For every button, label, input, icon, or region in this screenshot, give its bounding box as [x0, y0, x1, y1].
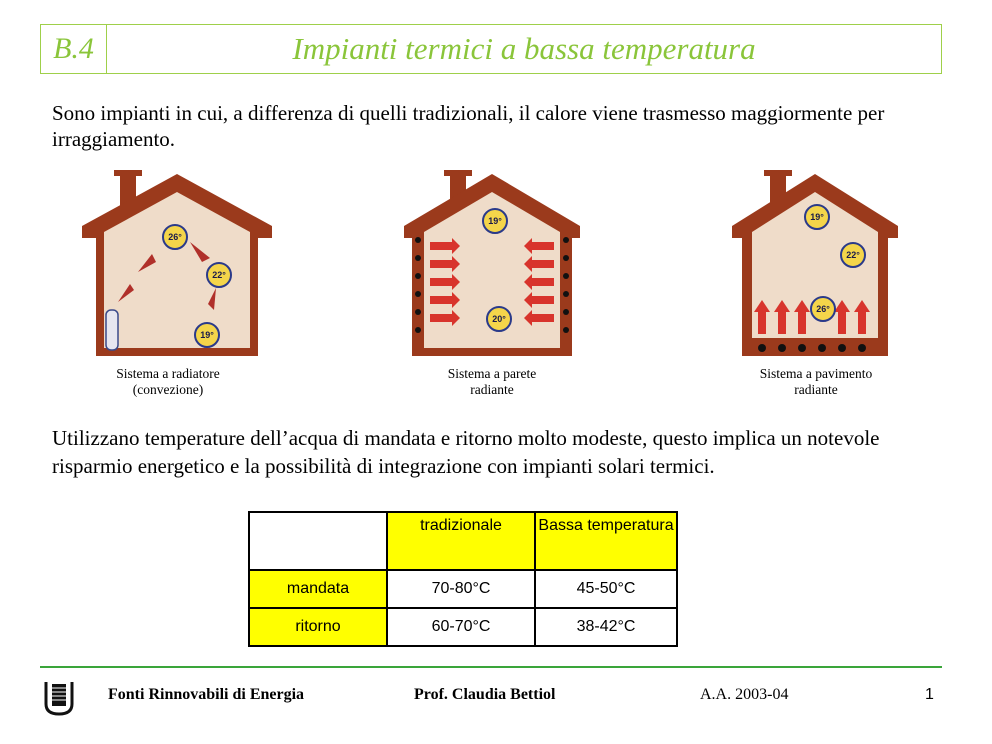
table-row [249, 608, 677, 646]
course-name: Fonti Rinnovabili di Energia [108, 686, 305, 703]
table-header-empty [249, 512, 387, 570]
caption-floor: Sistema a pavimento radiante [759, 366, 873, 397]
radiant-floor-illustration [730, 170, 900, 362]
table-row [249, 570, 677, 608]
footer-divider [40, 666, 942, 668]
temp-badge: 26° [810, 296, 836, 322]
caption-wall: Sistema a parete radiante [447, 366, 537, 397]
table-cell: 70-80°C [387, 570, 535, 608]
slide-title-box [40, 24, 942, 74]
temp-badge: 19° [194, 322, 220, 348]
temp-badge: 19° [804, 204, 830, 230]
academic-year: A.A. 2003-04 [700, 686, 789, 703]
temp-badge: 20° [486, 306, 512, 332]
table-header-traditional: tradizionale [387, 512, 535, 570]
temp-badge: 19° [482, 208, 508, 234]
temp-badge: 26° [162, 224, 188, 250]
table-cell: 38-42°C [535, 608, 677, 646]
section-code: B.4 [41, 25, 107, 73]
page-number: 1 [925, 686, 934, 703]
table-cell: 45-50°C [535, 570, 677, 608]
table-cell: 60-70°C [387, 608, 535, 646]
row-label: mandata [249, 570, 387, 608]
table-header-low-temp: Bassa temperatura [535, 512, 677, 570]
intro-text: Sono impianti in cui, a differenza di quelli tradizionali, il calore viene trasmesso maggiormente per irraggiamento. [52, 101, 885, 151]
temp-badge: 22° [206, 262, 232, 288]
radiant-wall-illustration [402, 170, 582, 362]
caption-radiator: Sistema a radiatore (convezione) [116, 366, 220, 397]
row-label: ritorno [249, 608, 387, 646]
body-paragraph: Utilizzano temperature dell’acqua di mandata e ritorno molto modeste, questo implica un notevole risparmio energetico e la possibilità di integrazione con impianti solari termici. [52, 426, 880, 478]
professor-name: Prof. Claudia Bettiol [414, 686, 556, 703]
university-logo-icon [42, 680, 76, 723]
temp-badge: 22° [840, 242, 866, 268]
radiator-system-illustration [78, 170, 276, 362]
temperature-table [248, 511, 678, 647]
slide-title: Impianti termici a bassa temperatura [292, 31, 756, 66]
